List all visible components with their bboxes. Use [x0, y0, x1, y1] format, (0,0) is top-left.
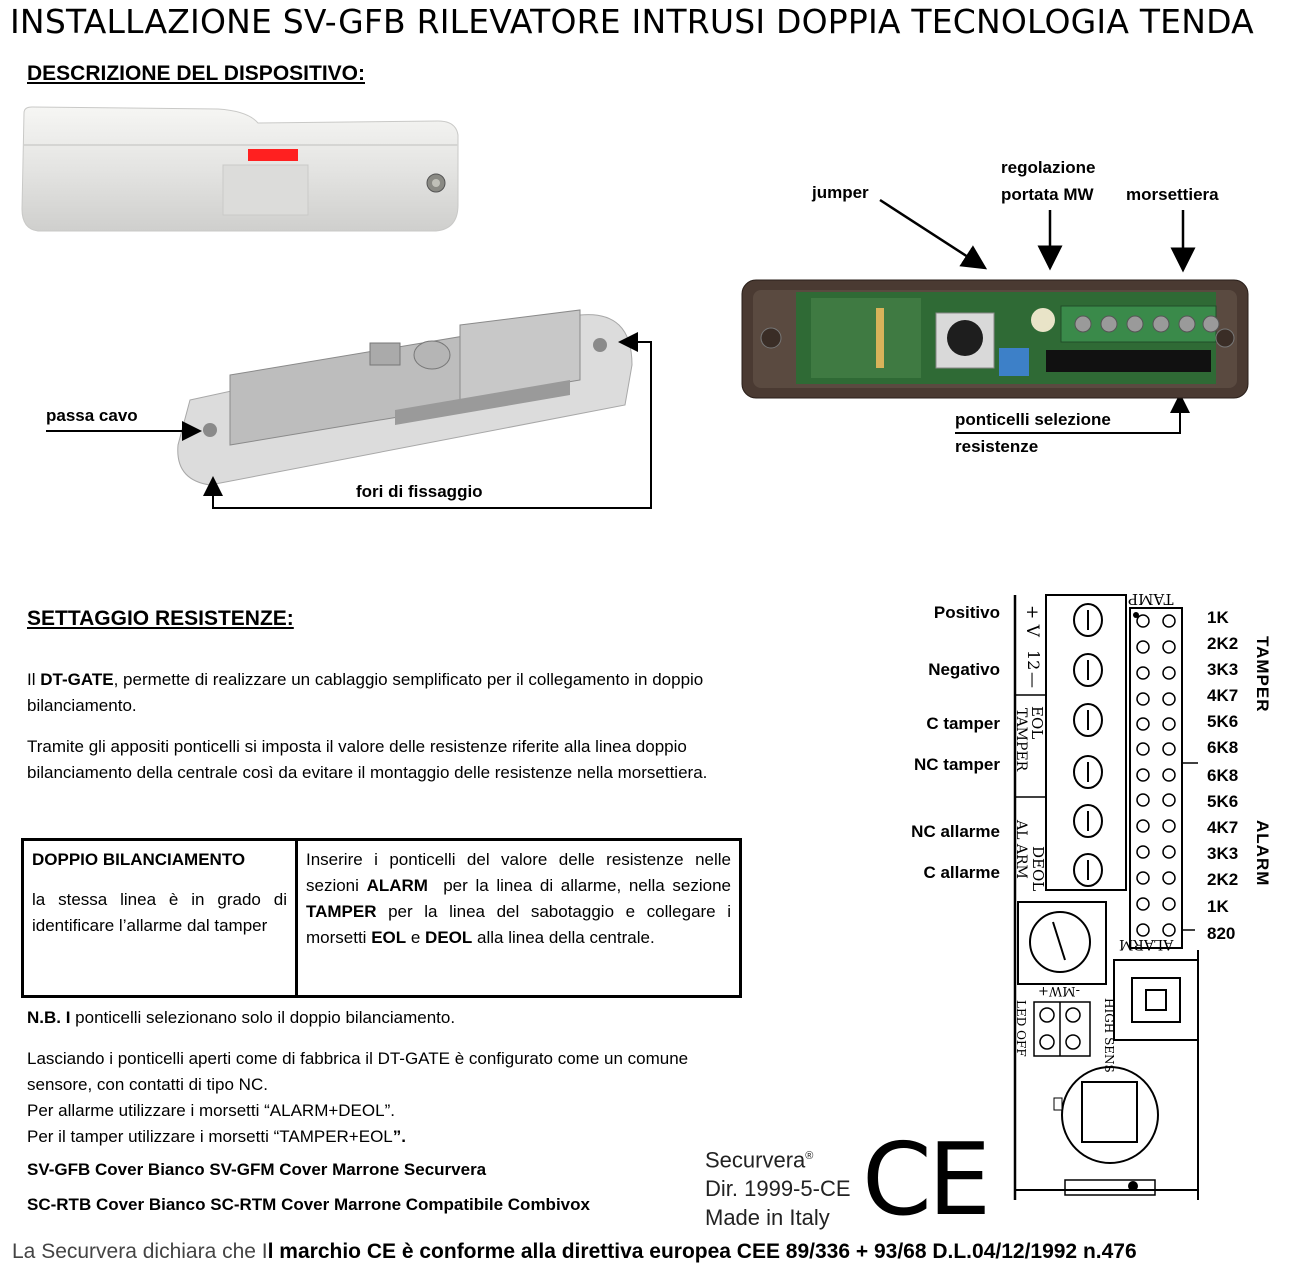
tamper-group-label: TAMPER — [1253, 636, 1272, 713]
board-mw-text: -MW+ — [1038, 983, 1080, 998]
table-right-cell: Inserire i ponticelli del valore delle resistenze nelle sezioni ALARM per la linea di allarme, nella sezione TAMPER per la linea del sabotaggio e collegare i morsetti EOL e DEOL alla linea della centrale. — [297, 840, 741, 997]
board-deol-text: DEOL — [1029, 846, 1047, 892]
board-high-sens-text: HIGH SENS — [1102, 998, 1116, 1073]
board-minus-text: — — [1024, 672, 1043, 688]
table-left-cell — [23, 840, 297, 997]
board-vplus-text: + V — [1022, 605, 1042, 637]
value-alarm-3k3: 3K3 — [1207, 844, 1239, 863]
brand-directive: Dir. 1999-5-CE — [705, 1176, 851, 1202]
value-tamper-4k7: 4K7 — [1207, 686, 1239, 705]
led-indicator — [248, 149, 298, 161]
terminal-label-nc-tamper: NC tamper — [914, 755, 1000, 774]
table-left-title: DOPPIO BILANCIAMENTO — [32, 850, 246, 869]
brand-block — [705, 1142, 851, 1232]
value-tamper-3k3: 3K3 — [1207, 660, 1239, 679]
tamper-instruction: Per il tamper utilizzare i morsetti “TAMPER+EOL”. — [27, 1127, 406, 1146]
brand-name: Securvera — [705, 1147, 806, 1173]
value-tamper-5k6: 5K6 — [1207, 712, 1239, 731]
ce-mark: CE — [862, 1121, 988, 1238]
terminal-label-c-tamper: C tamper — [926, 714, 1000, 733]
value-tamper-1k: 1K — [1207, 608, 1229, 627]
label-ponticelli: ponticelli selezione — [955, 410, 1111, 429]
ponticelli-paragraph: Tramite gli appositi ponticelli si imposta il valore delle resistenze riferite alla linea doppio bilanciamento della centrale così da evitare il montaggio delle resistenze nella morsettiera. — [27, 737, 708, 782]
terminal-label-positivo: Positivo — [933, 603, 1000, 622]
value-alarm-2k2: 2K2 — [1207, 870, 1239, 889]
device-description-heading: DESCRIZIONE DEL DISPOSITIVO: — [27, 62, 365, 85]
device-cover-image — [18, 105, 464, 235]
board-tamper-text: TAMPER — [1013, 708, 1029, 772]
alarm-group-label: ALARM — [1253, 820, 1272, 887]
board-12-text: 12 — [1024, 650, 1043, 671]
factory-paragraph: Lasciando i ponticelli aperti come di fabbrica il DT-GATE è configurato come un comune sensore, con contatti di tipo NC. — [27, 1049, 689, 1094]
pcb-image — [741, 278, 1249, 400]
label-resistenze: resistenze — [955, 437, 1039, 456]
terminal-label-c-allarme: C allarme — [923, 863, 1000, 882]
model-line-1: SV-GFB Cover Bianco SV-GFM Cover Marrone Securvera — [27, 1160, 487, 1179]
value-alarm-4k7: 4K7 — [1207, 818, 1239, 837]
label-portata-mw: portata MW — [1001, 185, 1094, 204]
label-morsettiera: morsettiera — [1126, 185, 1219, 204]
value-tamper-2k2: 2K2 — [1207, 634, 1239, 653]
table-left-text: la stessa linea è in grado di identificare l’allarme dal tamper — [32, 890, 287, 935]
board-alarm-bottom-text: ALARM — [1119, 936, 1174, 952]
label-fori-fissaggio: fori di fissaggio — [356, 482, 483, 501]
label-passa-cavo: passa cavo — [46, 406, 138, 425]
intro-paragraph: Il DT-GATE, permette di realizzare un cablaggio semplificato per il collegamento in doppio bilanciamento. — [27, 670, 704, 715]
settaggio-heading: SETTAGGIO RESISTENZE: — [27, 607, 294, 630]
alarm-instruction: Per allarme utilizzare i morsetti “ALARM+DEOL”. — [27, 1101, 395, 1120]
terminal-label-nc-allarme: NC allarme — [911, 822, 1000, 841]
value-alarm-5k6: 5K6 — [1207, 792, 1239, 811]
brand-made-in: Made in Italy — [705, 1205, 830, 1231]
brand-reg: ® — [805, 1150, 814, 1162]
label-jumper: jumper — [812, 183, 869, 202]
board-eol-text: EOL — [1028, 706, 1046, 740]
doppio-bilanciamento-table — [21, 838, 742, 998]
value-alarm-6k8: 6K8 — [1207, 766, 1239, 785]
value-alarm-1k: 1K — [1207, 897, 1229, 916]
footer-declaration: La Securvera dichiara che Il marchio CE è conforme alla direttiva europea CEE 89/336 + 93/68 D.L.04/12/1992 n.476 — [12, 1240, 1137, 1263]
board-tamp-text: TAMP — [1128, 590, 1174, 608]
label-regolazione: regolazione — [1001, 158, 1096, 177]
value-alarm-820: 820 — [1207, 924, 1236, 943]
model-line-2: SC-RTB Cover Bianco SC-RTM Cover Marrone Compatibile Combivox — [27, 1195, 590, 1214]
terminal-label-negativo: Negativo — [928, 660, 1000, 679]
board-led-off-text: LED OFF — [1014, 1000, 1028, 1057]
nota-bene: N.B. I ponticelli selezionano solo il doppio bilanciamento. — [27, 1008, 456, 1027]
device-base-image — [170, 295, 640, 495]
value-tamper-6k8: 6K8 — [1207, 738, 1239, 757]
page-title: INSTALLAZIONE SV-GFB RILEVATORE INTRUSI DOPPIA TECNOLOGIA TENDA — [10, 2, 1254, 41]
board-alarm-side-text: AL ARM — [1013, 820, 1029, 879]
